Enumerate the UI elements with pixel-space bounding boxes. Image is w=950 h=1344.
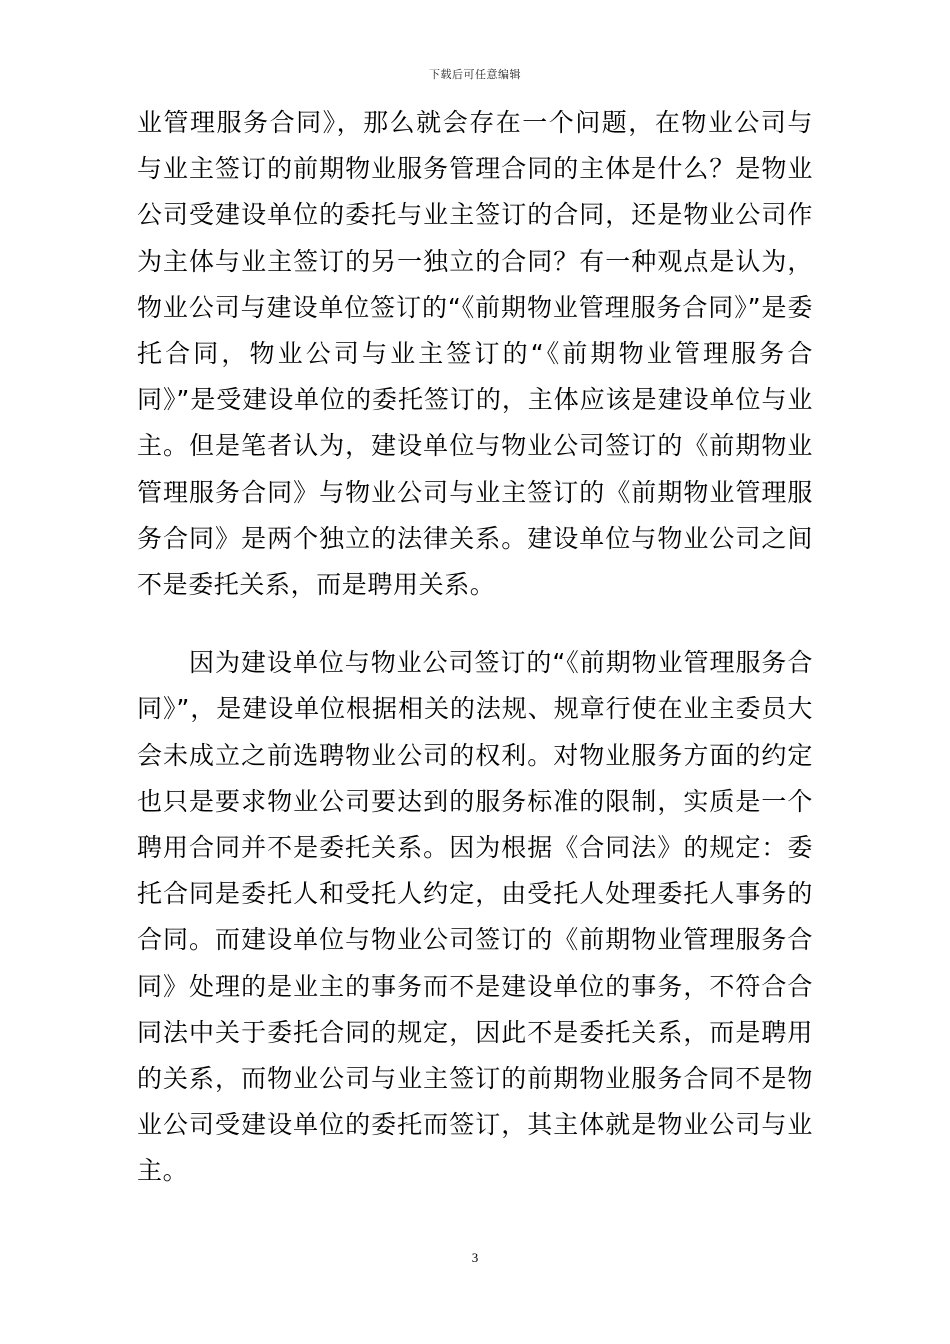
page-number: 3 (471, 1250, 479, 1265)
document-body (137, 100, 813, 1195)
paragraph-text: 因为建设单位与物业公司签订的“《前期物业管理服务合同》”，是建设单位根据相关的法规、规章行使在业主委员大会未成立之前选聘物业公司的权利。对物业服务方面的约定也只是要求物业公司要达到的服务标准的限制，实质是一个聘用合同并不是委托关系。因为根据《合同法》的规定：委托合同是委托人和受托人约定，由受托人处理委托人事务的合同。而建设单位与物业公司签订的《前期物业管理服务合同》处理的是业主的事务而不是建设单位的事务，不符合合同法中关于委托合同的规定，因此不是委托关系，而是聘用的关系，而物业公司与业主签订的前期物业服务合同不是物业公司受建设单位的委托而签订，其主体就是物业公司与业主。 (137, 648, 813, 1186)
paragraph-text: 业管理服务合同》，那么就会存在一个问题，在物业公司与与业主签订的前期物业服务管理合同的主体是什么？是物业公司受建设单位的委托与业主签订的合同，还是物业公司作为主体与业主签订的另一独立的合同？有一种观点是认为，物业公司与建设单位签订的“《前期物业管理服务合同》”是委托合同，物业公司与业主签订的“《前期物业管理服务合同》”是受建设单位的委托签订的，主体应该是建设单位与业主。但是笔者认为，建设单位与物业公司签订的《前期物业管理服务合同》与物业公司与业主签订的《前期物业管理服务合同》是两个独立的法律关系。建设单位与物业公司之间不是委托关系，而是聘用关系。 (137, 108, 813, 600)
header-note: 下载后可任意编辑 (429, 68, 521, 81)
paragraph (137, 100, 813, 608)
paragraph (137, 640, 813, 1194)
